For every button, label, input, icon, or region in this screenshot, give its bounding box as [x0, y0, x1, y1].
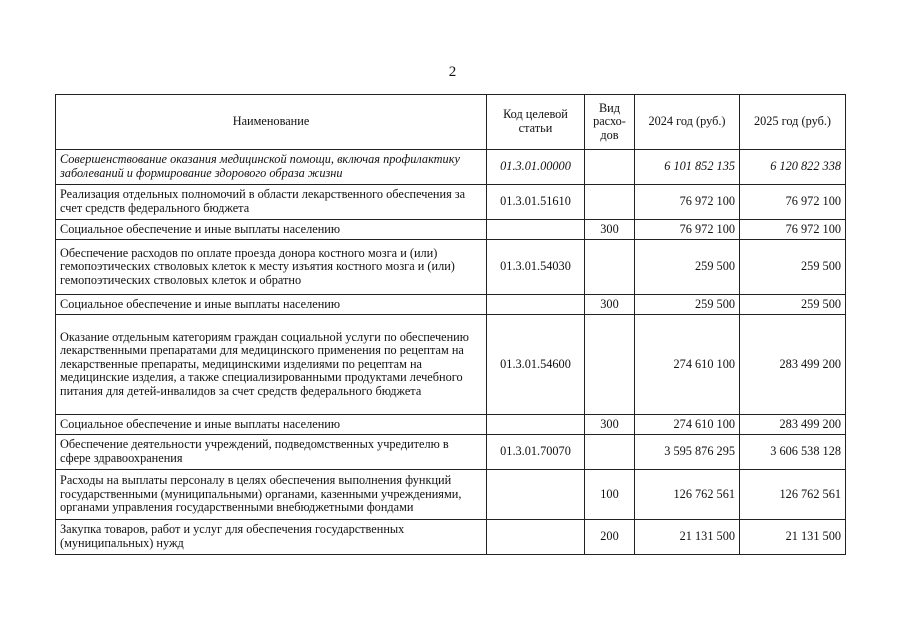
row-amount-2025-cell: 3 606 538 128 [740, 435, 846, 470]
row-kind-cell: 300 [585, 295, 635, 315]
row-kind-cell [585, 150, 635, 185]
row-amount-2025-cell: 6 120 822 338 [740, 150, 846, 185]
row-name-cell: Обеспечение деятельности учреждений, подведомственных учредителю в сфере здравоохранения [56, 435, 487, 470]
header-year-2024: 2024 год (руб.) [635, 95, 740, 150]
row-amount-2024-cell: 126 762 561 [635, 470, 740, 520]
row-name-cell: Совершенствование оказания медицинской помощи, включая профилактику заболеваний и формирование здорового образа жизни [56, 150, 487, 185]
row-name-cell: Оказание отдельным категориям граждан социальной услуги по обеспечению лекарственными препаратами для медицинского применения по рецептам на лекарственные препараты, медицинскими изделиями по рецептам на медицинские изделия, а также специализированными продуктами лечебного питания для детей-инвалидов за счет средств федерального бюджета [56, 315, 487, 415]
row-amount-2024-cell: 76 972 100 [635, 220, 740, 240]
row-name-cell: Обеспечение расходов по оплате проезда донора костного мозга и (или) гемопоэтических стволовых клеток к месту изъятия костного мозга и (или) гемопоэтических стволовых клеток и обратно [56, 240, 487, 295]
table-row [56, 315, 846, 415]
header-name: Наименование [56, 95, 487, 150]
row-code-cell: 01.3.01.54600 [487, 315, 585, 415]
row-name-cell: Расходы на выплаты персоналу в целях обеспечения выполнения функций государственными (муниципальными) органами, казенными учреждениями, органами управления государственными внебюджетными фондами [56, 470, 487, 520]
row-amount-2025-cell: 126 762 561 [740, 470, 846, 520]
row-amount-2024-cell: 3 595 876 295 [635, 435, 740, 470]
header-year-2025: 2025 год (руб.) [740, 95, 846, 150]
row-code-cell: 01.3.01.70070 [487, 435, 585, 470]
row-amount-2024-cell: 259 500 [635, 240, 740, 295]
row-amount-2025-cell: 259 500 [740, 295, 846, 315]
row-code-cell: 01.3.01.00000 [487, 150, 585, 185]
row-amount-2024-cell: 259 500 [635, 295, 740, 315]
table-row [56, 240, 846, 295]
table-row [56, 185, 846, 220]
row-amount-2025-cell: 21 131 500 [740, 520, 846, 555]
row-amount-2024-cell: 76 972 100 [635, 185, 740, 220]
row-amount-2025-cell: 283 499 200 [740, 415, 846, 435]
row-kind-cell: 200 [585, 520, 635, 555]
row-kind-cell [585, 315, 635, 415]
row-amount-2024-cell: 6 101 852 135 [635, 150, 740, 185]
row-amount-2025-cell: 259 500 [740, 240, 846, 295]
budget-table [55, 94, 846, 555]
row-amount-2024-cell: 274 610 100 [635, 315, 740, 415]
row-amount-2024-cell: 274 610 100 [635, 415, 740, 435]
table-row [56, 435, 846, 470]
row-amount-2025-cell: 76 972 100 [740, 220, 846, 240]
row-code-cell: 01.3.01.54030 [487, 240, 585, 295]
row-kind-cell [585, 435, 635, 470]
page-number: 2 [448, 64, 457, 80]
table-row [56, 415, 846, 435]
row-kind-cell: 300 [585, 415, 635, 435]
row-code-cell [487, 415, 585, 435]
row-name-cell: Реализация отдельных полномочий в области лекарственного обеспечения за счет средств федерального бюджета [56, 185, 487, 220]
row-code-cell [487, 470, 585, 520]
row-kind-cell: 300 [585, 220, 635, 240]
row-amount-2025-cell: 283 499 200 [740, 315, 846, 415]
table-row [56, 295, 846, 315]
header-kind: Вид расхо-дов [585, 95, 635, 150]
row-code-cell [487, 520, 585, 555]
row-amount-2025-cell: 76 972 100 [740, 185, 846, 220]
row-name-cell: Закупка товаров, работ и услуг для обеспечения государственных (муниципальных) нужд [56, 520, 487, 555]
row-kind-cell: 100 [585, 470, 635, 520]
row-name-cell: Социальное обеспечение и иные выплаты населению [56, 220, 487, 240]
table-row [56, 220, 846, 240]
row-name-cell: Социальное обеспечение и иные выплаты населению [56, 415, 487, 435]
row-amount-2024-cell: 21 131 500 [635, 520, 740, 555]
row-code-cell [487, 220, 585, 240]
row-kind-cell [585, 240, 635, 295]
table-row [56, 150, 846, 185]
table-body [56, 150, 846, 555]
row-kind-cell [585, 185, 635, 220]
table-row [56, 520, 846, 555]
row-name-cell: Социальное обеспечение и иные выплаты населению [56, 295, 487, 315]
row-code-cell [487, 295, 585, 315]
table-header-row [56, 95, 846, 150]
table-row [56, 470, 846, 520]
row-code-cell: 01.3.01.51610 [487, 185, 585, 220]
header-code: Код целевой статьи [487, 95, 585, 150]
